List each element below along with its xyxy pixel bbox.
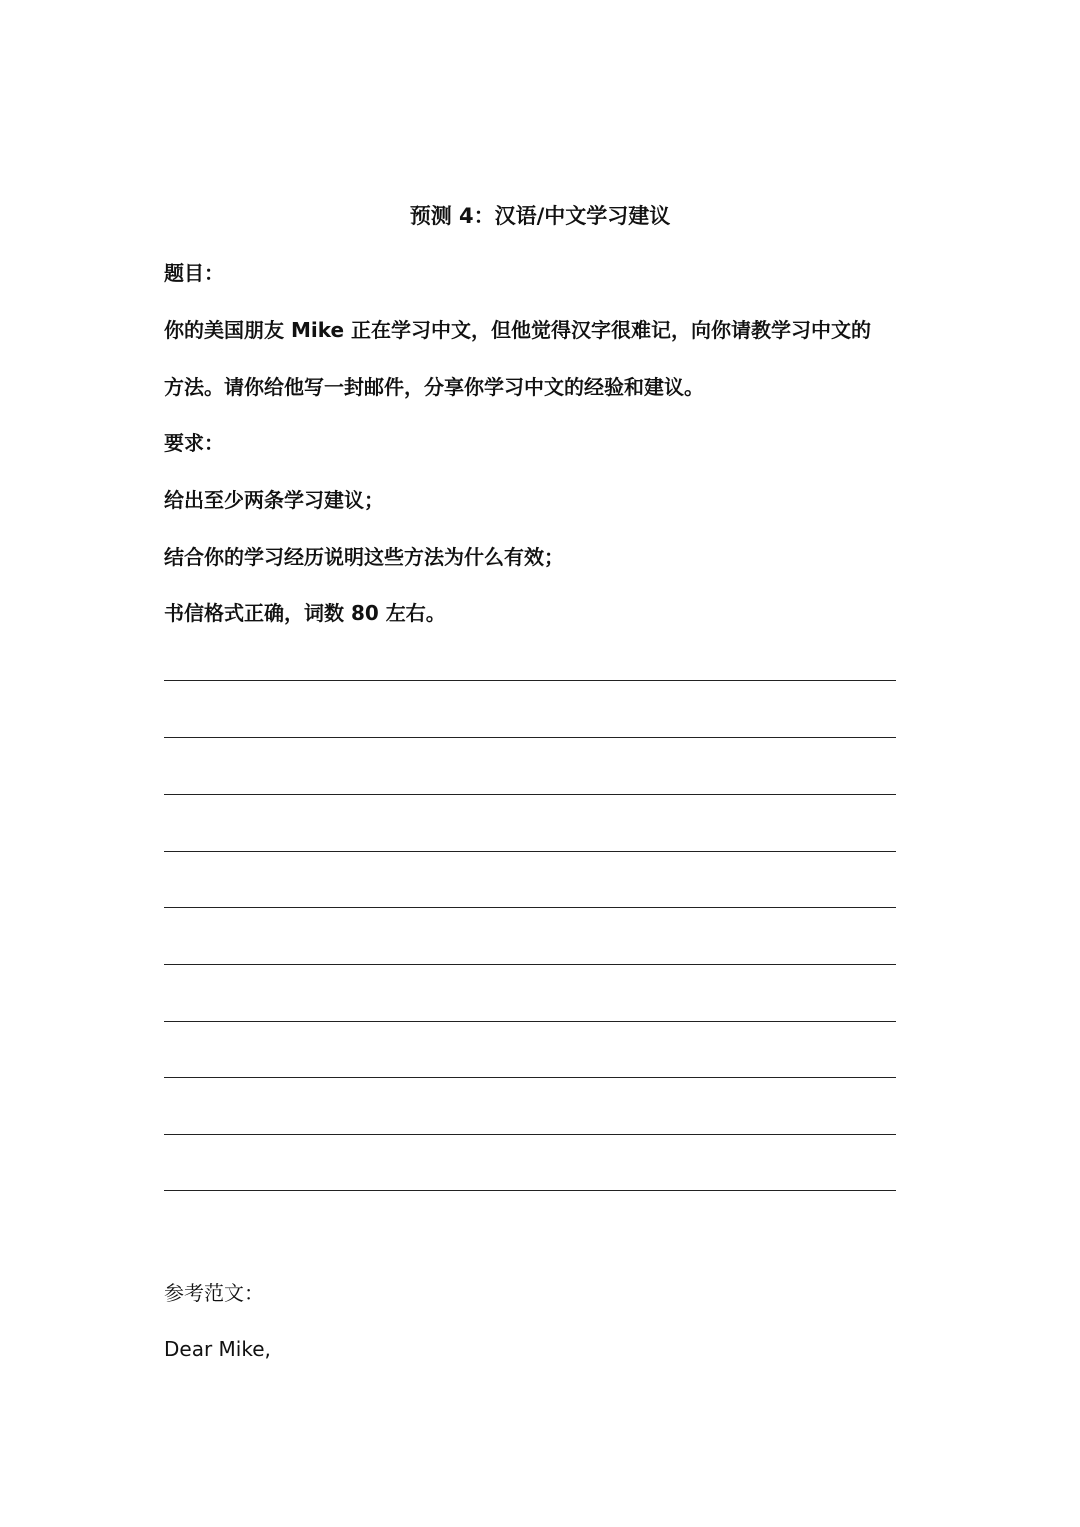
writing-line[interactable] bbox=[164, 964, 896, 965]
writing-line[interactable] bbox=[164, 907, 896, 908]
requirement-item-2: 结合你的学习经历说明这些方法为什么有效； bbox=[164, 545, 564, 569]
page-title: 预测 4：汉语/中文学习建议 bbox=[409, 204, 671, 228]
writing-line[interactable] bbox=[164, 1134, 896, 1135]
writing-line[interactable] bbox=[164, 1190, 896, 1191]
writing-line[interactable] bbox=[164, 1077, 896, 1078]
writing-line[interactable] bbox=[164, 851, 896, 852]
prompt-text-line-1: 你的美国朋友 Mike 正在学习中文，但他觉得汉字很难记，向你请教学习中文的 bbox=[164, 318, 872, 342]
salutation: Dear Mike, bbox=[164, 1337, 271, 1361]
requirement-item-3: 书信格式正确，词数 80 左右。 bbox=[164, 601, 446, 625]
prompt-text-line-2: 方法。请你给他写一封邮件，分享你学习中文的经验和建议。 bbox=[164, 375, 704, 399]
writing-line[interactable] bbox=[164, 794, 896, 795]
writing-line[interactable] bbox=[164, 737, 896, 738]
writing-line[interactable] bbox=[164, 680, 896, 681]
prompt-label: 题目： bbox=[164, 261, 224, 285]
writing-line[interactable] bbox=[164, 1021, 896, 1022]
requirements-label: 要求： bbox=[164, 431, 224, 455]
requirement-item-1: 给出至少两条学习建议； bbox=[164, 488, 384, 512]
sample-label: 参考范文： bbox=[164, 1281, 264, 1305]
